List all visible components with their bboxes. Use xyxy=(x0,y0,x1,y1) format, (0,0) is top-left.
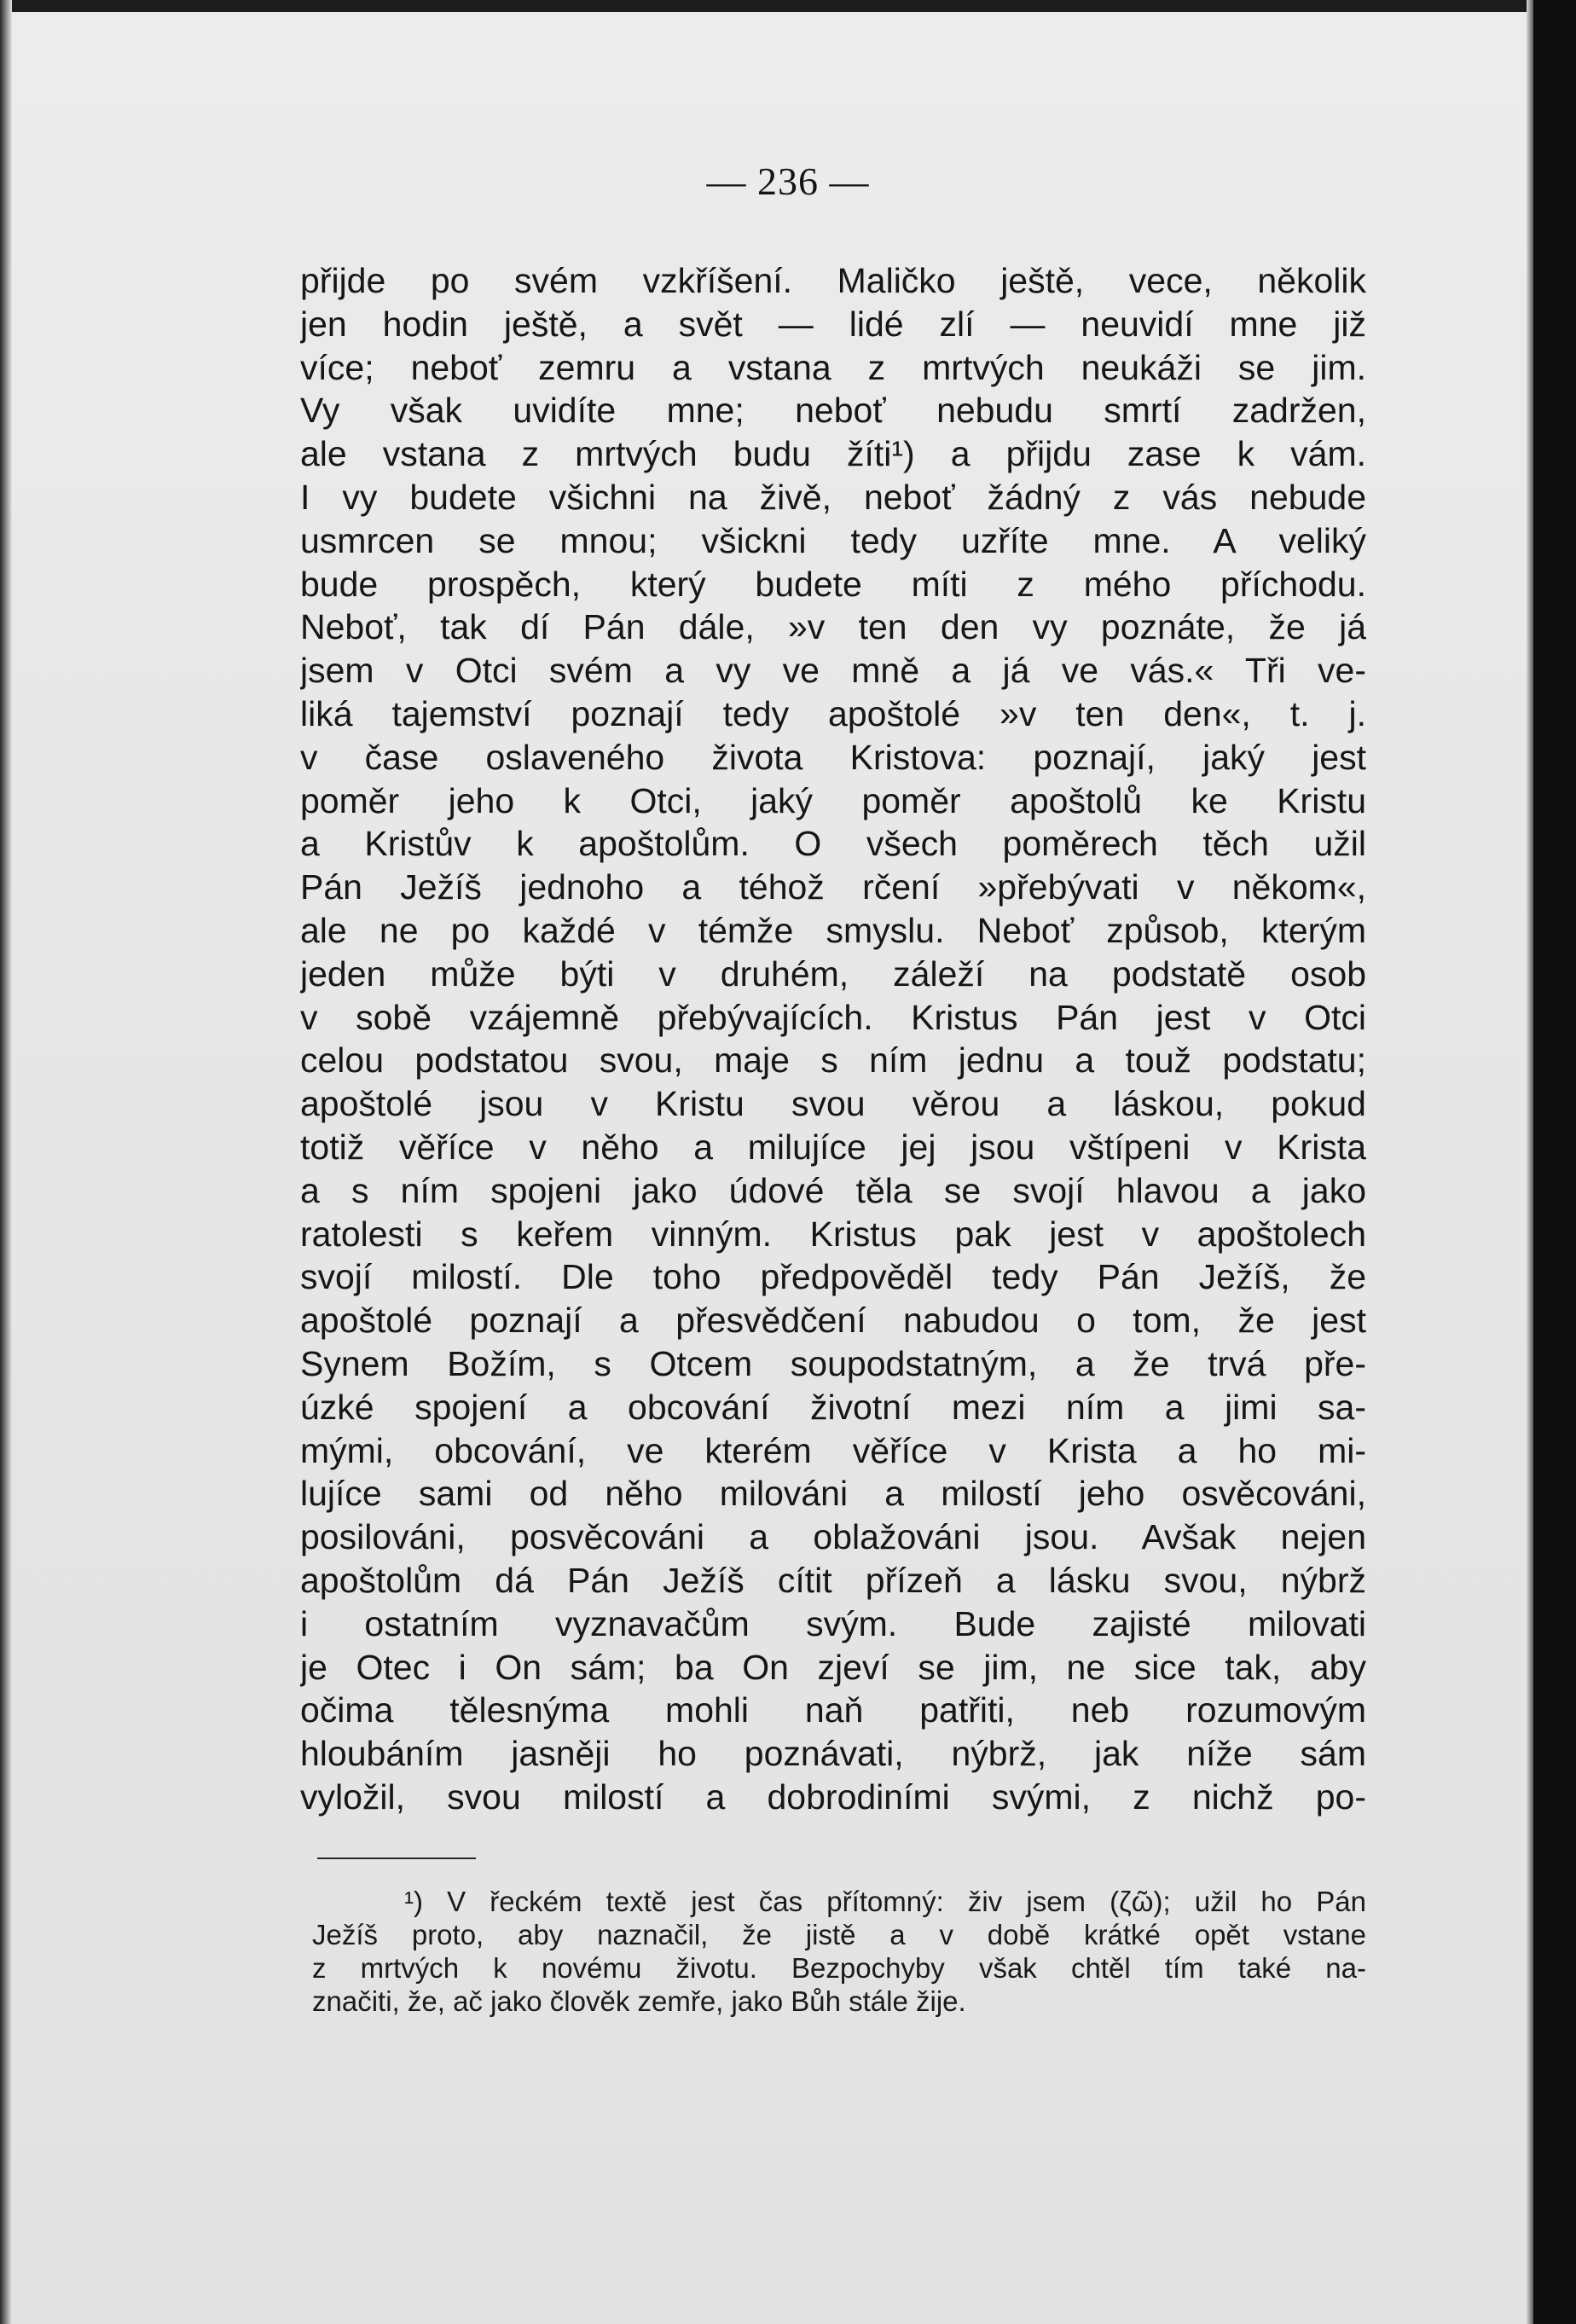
text-line: jeden může býti v druhém, záleží na podstatě osob xyxy=(300,953,1366,994)
scan-top-border xyxy=(0,0,1576,12)
text-line: i ostatním vyznavačům svým. Bude zajisté milovati xyxy=(300,1603,1366,1643)
text-line: apoštolé poznají a přesvědčení nabudou o tom, že jest xyxy=(300,1301,1366,1341)
text-line: ale vstana z mrtvých budu žíti¹) a přijdu zase k vám. xyxy=(300,434,1366,474)
text-line: poměr jeho k Otci, jaký poměr apoštolů ke Kristu xyxy=(300,780,1366,820)
text-line: v sobě vzájemně přebývajících. Kristus Pán jest v Otci xyxy=(300,997,1366,1037)
text-line: totiž věříce v něho a milujíce jej jsou vštípeni v Krista xyxy=(300,1127,1366,1167)
text-line: Neboť, tak dí Pán dále, »v ten den vy poznáte, že já xyxy=(300,607,1366,647)
footnotes xyxy=(312,1885,1366,2018)
text-line: ale ne po každé v témže smyslu. Neboť způsob, kterým xyxy=(300,910,1366,950)
text-line: více; neboť zemru a vstana z mrtvých neukáži se jim. xyxy=(300,347,1366,387)
text-line: očima tělesnýma mohli naň patřiti, neb rozumovým xyxy=(300,1690,1366,1730)
text-line: a Kristův k apoštolům. O všech poměrech těch užil xyxy=(300,824,1366,864)
text-line: Pán Ježíš jednoho a téhož rčení »přebývati v někom«, xyxy=(300,867,1366,907)
text-line: je Otec i On sám; ba On zjeví se jim, ne sice tak, aby xyxy=(300,1647,1366,1687)
text-line: úzké spojení a obcování životní mezi ním a jimi sa- xyxy=(300,1387,1366,1427)
page-number: — 236 — xyxy=(706,159,870,203)
text-line: celou podstatou svou, maje s ním jednu a touž podstatu; xyxy=(300,1040,1366,1081)
footnote-line: ¹) V řeckém textě jest čas přítomný: živ jsem (ζῶ); užil ho Pán xyxy=(404,1886,1366,1917)
text-line: usmrcen se mnou; všickni tedy uzříte mne. A veliký xyxy=(300,520,1366,560)
text-line: Synem Božím, s Otcem soupodstatným, a že trvá pře- xyxy=(300,1343,1366,1383)
text-line: ratolesti s keřem vinným. Kristus pak jest v apoštolech xyxy=(300,1214,1366,1254)
text-line: a s ním spojeni jako údové těla se svojí hlavou a jako xyxy=(300,1170,1366,1210)
text-line: jsem v Otci svém a vy ve mně a já ve vás.« Tři ve- xyxy=(300,651,1366,691)
footnote-line: z mrtvých k novému životu. Bezpochyby však chtěl tím také na- xyxy=(312,1952,1366,1984)
text-line: hloubáním jasněji ho poznávati, nýbrž, jak níže sám xyxy=(300,1734,1366,1774)
text-line: lujíce sami od něho milováni a milostí jeho osvěcováni, xyxy=(300,1474,1366,1514)
text-line: bude prospěch, který budete míti z mého příchodu. xyxy=(300,564,1366,604)
page-gutter-shadow xyxy=(1527,0,1533,2324)
scan-right-border xyxy=(1533,0,1576,2324)
footnote-line: značiti, že, ač jako člověk zemře, jako Bůh stále žije. xyxy=(312,1985,966,2017)
footnote-line: Ježíš proto, aby naznačil, že jistě a v době krátké opět vstane xyxy=(312,1919,1366,1950)
text-line: přijde po svém vzkříšení. Maličko ještě, vece, několik xyxy=(300,261,1366,300)
footnote-separator xyxy=(317,1857,476,1859)
text-line: apoštolům dá Pán Ježíš cítit přízeň a lásku svou, nýbrž xyxy=(300,1560,1366,1600)
text-line: vyložil, svou milostí a dobrodiními svými, z nichž po- xyxy=(300,1776,1366,1817)
text-line: posilováni, posvěcováni a oblažováni jsou. Avšak nejen xyxy=(300,1517,1366,1557)
text-line: jen hodin ještě, a svět — lidé zlí — neuvidí mne již xyxy=(300,304,1366,344)
text-line: apoštolé jsou v Kristu svou věrou a láskou, pokud xyxy=(300,1084,1366,1124)
text-line: svojí milostí. Dle toho předpověděl tedy Pán Ježíš, že xyxy=(300,1257,1366,1297)
text-line: v čase oslaveného života Kristova: poznají, jaký jest xyxy=(300,737,1366,777)
text-line: I vy budete všichni na živě, neboť žádný z vás nebude xyxy=(300,477,1366,517)
body-text xyxy=(300,259,1366,1819)
text-line: Vy však uvidíte mne; neboť nebudu smrtí zadržen, xyxy=(300,391,1366,431)
text-line: mými, obcování, ve kterém věříce v Krista a ho mi- xyxy=(300,1430,1366,1470)
scan-left-border xyxy=(0,0,12,2324)
text-line: liká tajemství poznají tedy apoštolé »v ten den«, t. j. xyxy=(300,693,1366,733)
